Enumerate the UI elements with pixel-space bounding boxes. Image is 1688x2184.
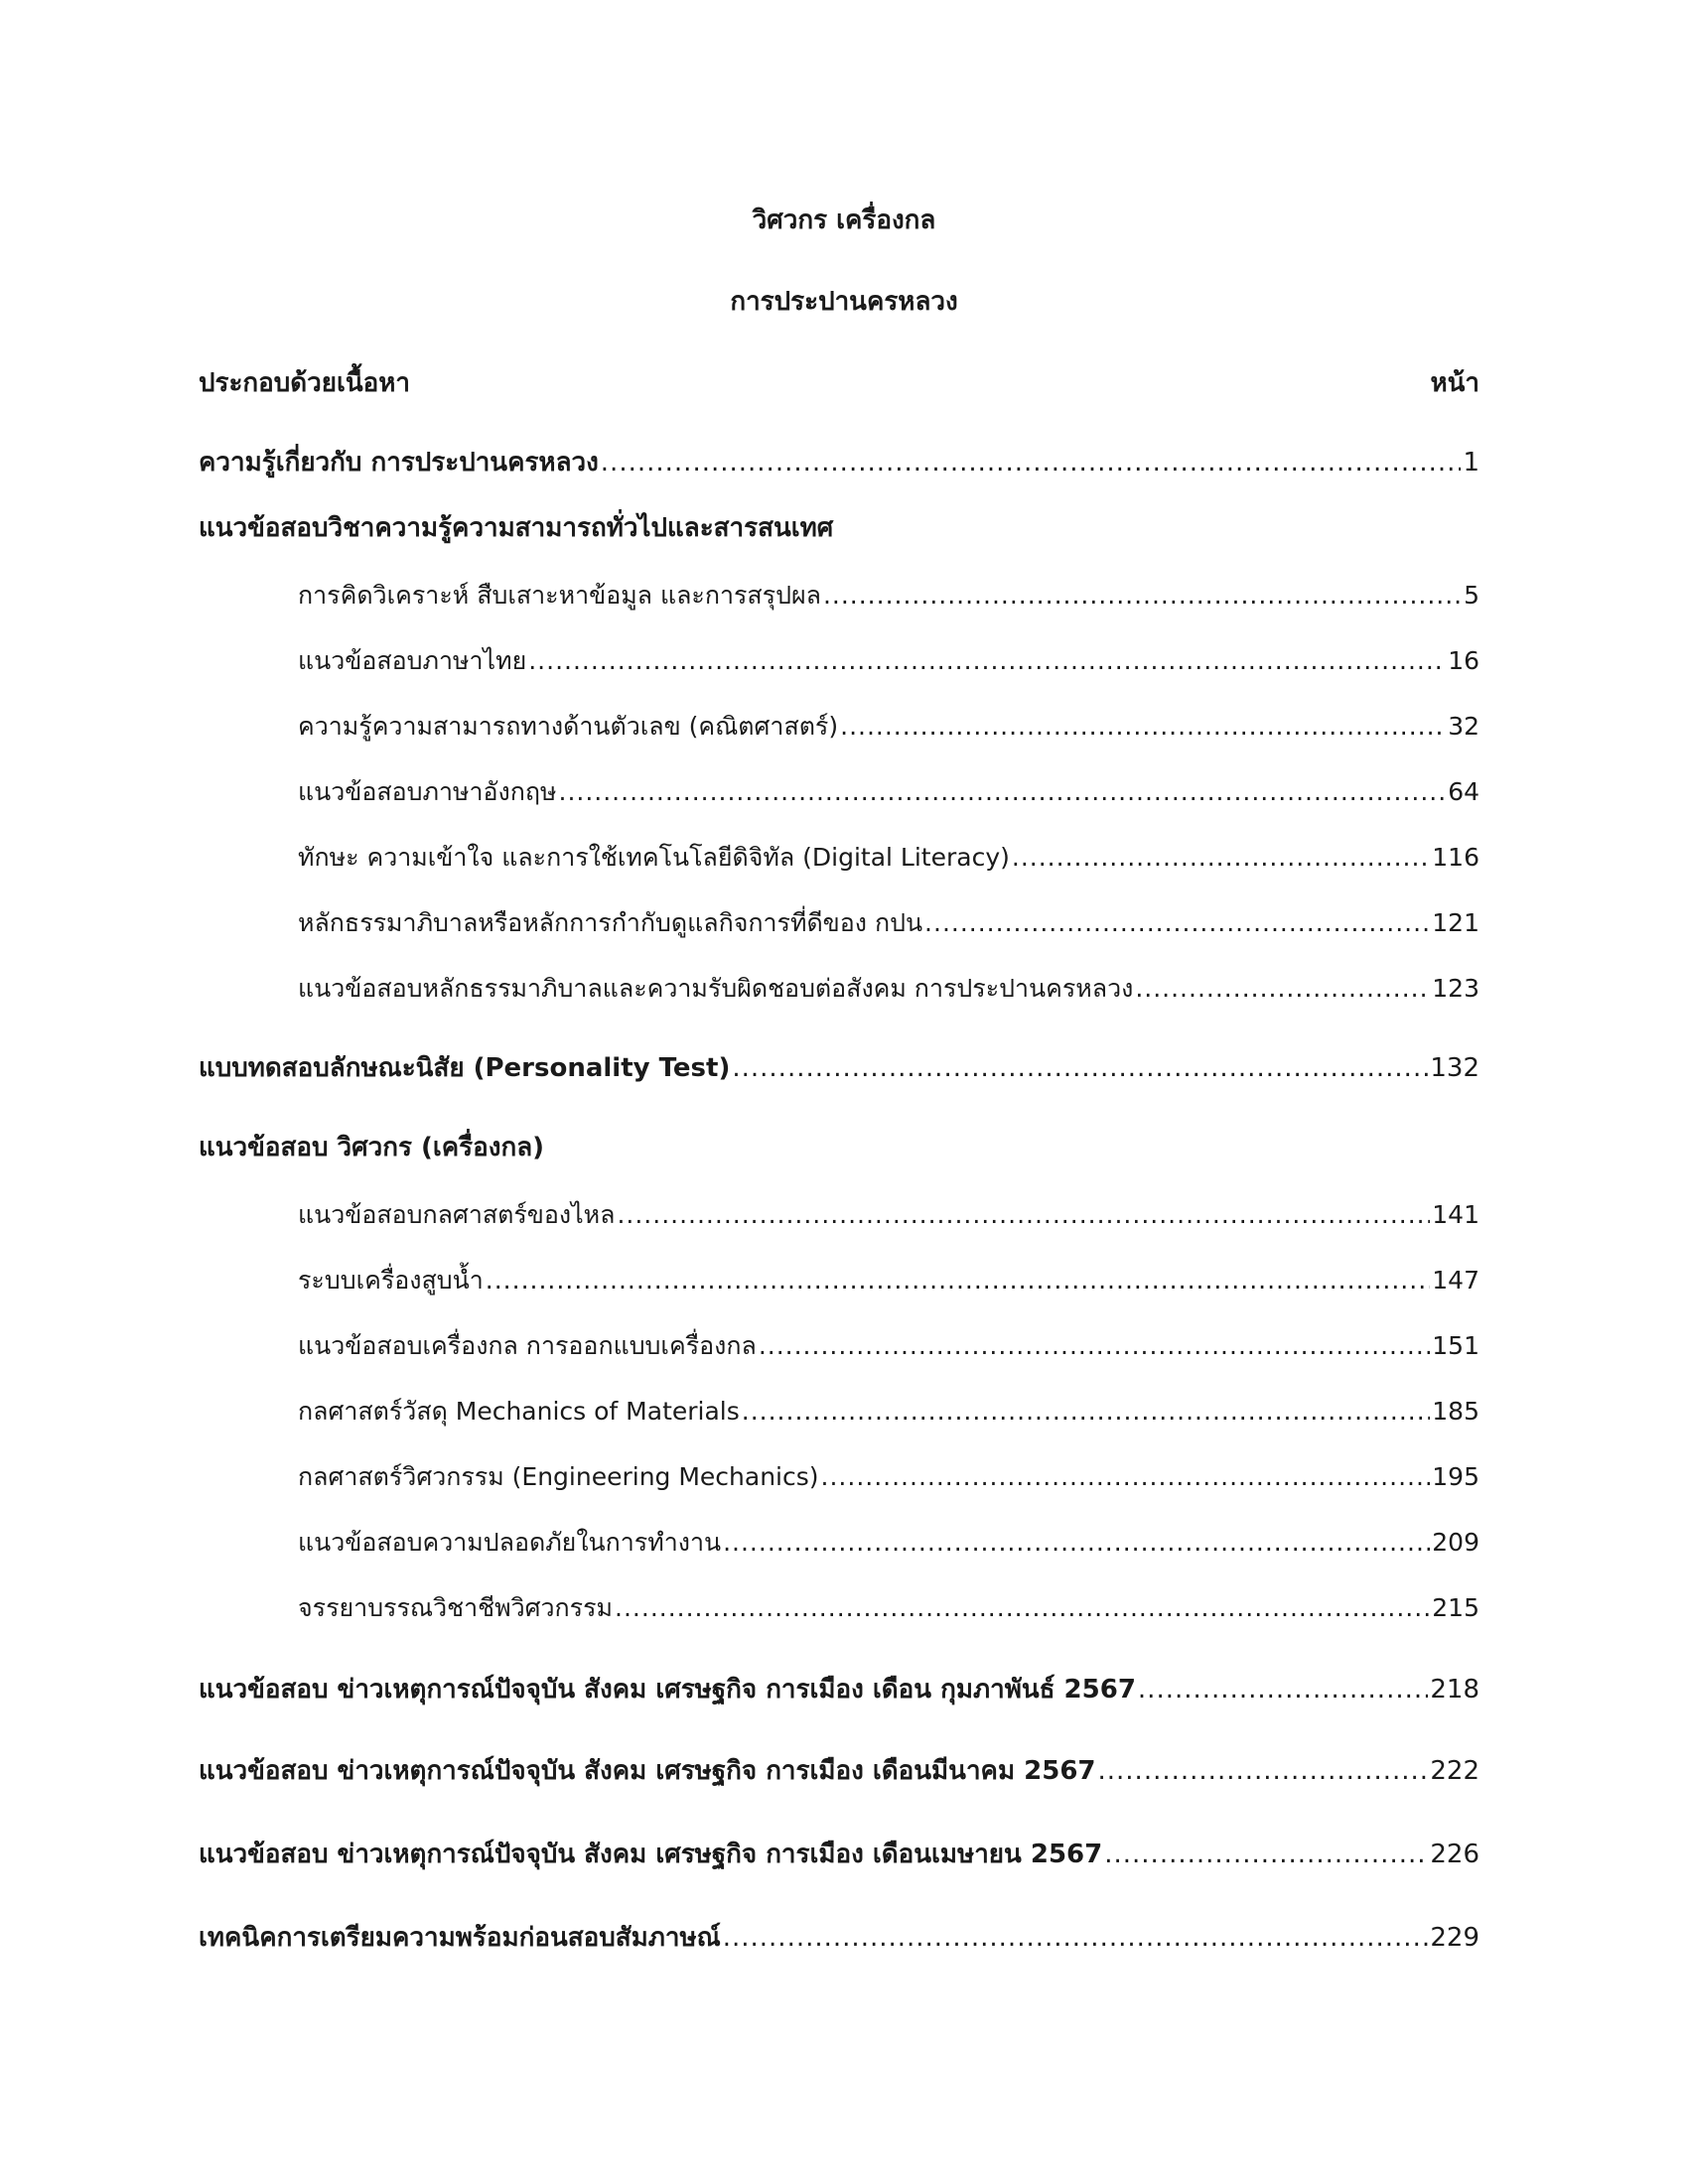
dot-leader xyxy=(840,709,1446,745)
toc-entry xyxy=(298,905,1479,941)
toc-entry xyxy=(298,840,1479,876)
toc-entry-page: 32 xyxy=(1448,712,1479,741)
dot-leader xyxy=(723,1920,1429,1956)
toc-entry xyxy=(298,1394,1479,1430)
dot-leader xyxy=(617,1197,1430,1233)
toc-entry-page: 64 xyxy=(1448,777,1479,806)
toc-entry xyxy=(298,1459,1479,1495)
toc-entry xyxy=(199,1050,1479,1086)
toc-entry-label: แนวข้อสอบเครื่องกล การออกแบบเครื่องกล xyxy=(298,1331,757,1360)
toc-entry-page: 185 xyxy=(1432,1397,1479,1426)
toc-entry-page: 195 xyxy=(1432,1462,1479,1491)
document-title: วิศวกร เครื่องกล xyxy=(752,205,936,235)
toc-entry-label: กลศาสตร์วิศวกรรม (Engineering Mechanics) xyxy=(298,1462,819,1491)
toc-entry xyxy=(298,578,1479,614)
dot-leader xyxy=(486,1263,1431,1298)
toc-entry-page: 132 xyxy=(1430,1053,1479,1083)
toc-entry-page: 226 xyxy=(1430,1840,1479,1869)
dot-leader xyxy=(1138,1672,1428,1707)
dot-leader xyxy=(924,905,1430,941)
toc-entry-page: 5 xyxy=(1464,581,1479,610)
toc-entry-page: 209 xyxy=(1432,1528,1479,1557)
dot-leader xyxy=(528,643,1446,679)
dot-leader xyxy=(559,774,1447,810)
toc-entry xyxy=(199,1920,1479,1956)
dot-leader xyxy=(723,1525,1430,1561)
toc-entry-label: ความรู้ความสามารถทางด้านตัวเลข (คณิตศาสตร์) xyxy=(298,712,839,741)
dot-leader xyxy=(1104,1837,1428,1872)
toc-entry-label: แนวข้อสอบความปลอดภัยในการทำงาน xyxy=(298,1528,722,1557)
toc-entry-page: 1 xyxy=(1463,448,1479,478)
page-column-label: หน้า xyxy=(1430,368,1479,398)
toc-section-heading: แนวข้อสอบวิชาความรู้ความสามารถทั่วไปและสารสนเทศ xyxy=(199,513,834,543)
toc-entry xyxy=(298,1328,1479,1364)
toc-entry-label: แบบทดสอบลักษณะนิสัย (Personality Test) xyxy=(199,1053,731,1083)
toc-entry-label: แนวข้อสอบภาษาอังกฤษ xyxy=(298,777,557,806)
toc-entry xyxy=(199,1837,1479,1872)
toc-section-heading: แนวข้อสอบ วิศวกร (เครื่องกล) xyxy=(199,1133,545,1162)
toc-entry-page: 151 xyxy=(1432,1331,1479,1360)
toc-entry-label: จรรยาบรรณวิชาชีพวิศวกรรม xyxy=(298,1593,614,1622)
dot-leader xyxy=(823,578,1462,614)
dot-leader xyxy=(732,1050,1428,1086)
dot-leader xyxy=(1135,971,1430,1007)
toc-entry xyxy=(298,1263,1479,1298)
dot-leader xyxy=(615,1590,1430,1626)
toc-entry-page: 147 xyxy=(1432,1266,1479,1295)
toc-entry-label: ระบบเครื่องสูบน้ำ xyxy=(298,1266,484,1295)
toc-entry-label: แนวข้อสอบ ข่าวเหตุการณ์ปัจจุบัน สังคม เศรษฐกิจ การเมือง เดือน กุมภาพันธ์ 2567 xyxy=(199,1675,1136,1705)
toc-entry-label: การคิดวิเคราะห์ สืบเสาะหาข้อมูล และการสรุปผล xyxy=(298,581,821,610)
toc-entry-label: แนวข้อสอบ ข่าวเหตุการณ์ปัจจุบัน สังคม เศรษฐกิจ การเมือง เดือนเมษายน 2567 xyxy=(199,1840,1103,1869)
toc-entry-label: ทักษะ ความเข้าใจ และการใช้เทคโนโลยีดิจิทัล (Digital Literacy) xyxy=(298,843,1010,872)
dot-leader xyxy=(742,1394,1431,1430)
dot-leader xyxy=(821,1459,1431,1495)
dot-leader xyxy=(759,1328,1430,1364)
toc-entry-label: เทคนิคการเตรียมความพร้อมก่อนสอบสัมภาษณ์ xyxy=(199,1923,721,1953)
dot-leader xyxy=(601,445,1462,480)
toc-entry-page: 16 xyxy=(1448,646,1479,675)
toc-entry xyxy=(298,1590,1479,1626)
toc-entry xyxy=(199,1753,1479,1789)
toc-entry-label: แนวข้อสอบ ข่าวเหตุการณ์ปัจจุบัน สังคม เศรษฐกิจ การเมือง เดือนมีนาคม 2567 xyxy=(199,1756,1096,1786)
toc-entry-page: 218 xyxy=(1430,1675,1479,1705)
toc-entry-label: หลักธรรมาภิบาลหรือหลักการกำกับดูแลกิจการที่ดีของ กปน xyxy=(298,908,923,937)
toc-entry xyxy=(298,1197,1479,1233)
toc-entry xyxy=(298,971,1479,1007)
toc-entry-page: 116 xyxy=(1432,843,1479,872)
toc-entry-label: แนวข้อสอบกลศาสตร์ของไหล xyxy=(298,1200,616,1229)
contents-label: ประกอบด้วยเนื้อหา xyxy=(199,368,411,398)
toc-entry xyxy=(298,774,1479,810)
toc-entry-page: 123 xyxy=(1432,974,1479,1003)
toc-entry xyxy=(199,1672,1479,1707)
toc-entry-label: ความรู้เกี่ยวกับ การประปานครหลวง xyxy=(199,448,599,478)
toc-entry-page: 141 xyxy=(1432,1200,1479,1229)
toc-entry xyxy=(298,1525,1479,1561)
dot-leader xyxy=(1012,840,1430,876)
toc-entry xyxy=(199,445,1479,480)
toc-entry-page: 222 xyxy=(1430,1756,1479,1786)
document-subtitle: การประปานครหลวง xyxy=(730,287,958,317)
toc-entry-page: 229 xyxy=(1430,1923,1479,1953)
toc-entry xyxy=(298,709,1479,745)
toc-entry-page: 121 xyxy=(1432,908,1479,937)
toc-header xyxy=(199,365,1479,401)
toc-entry-page: 215 xyxy=(1432,1593,1479,1622)
toc-entry-label: กลศาสตร์วัสดุ Mechanics of Materials xyxy=(298,1397,740,1426)
dot-leader xyxy=(1098,1753,1429,1789)
toc-entry xyxy=(298,643,1479,679)
toc-entry-label: แนวข้อสอบภาษาไทย xyxy=(298,646,527,675)
toc-entry-label: แนวข้อสอบหลักธรรมาภิบาลและความรับผิดชอบต่อสังคม การประปานครหลวง xyxy=(298,974,1134,1003)
